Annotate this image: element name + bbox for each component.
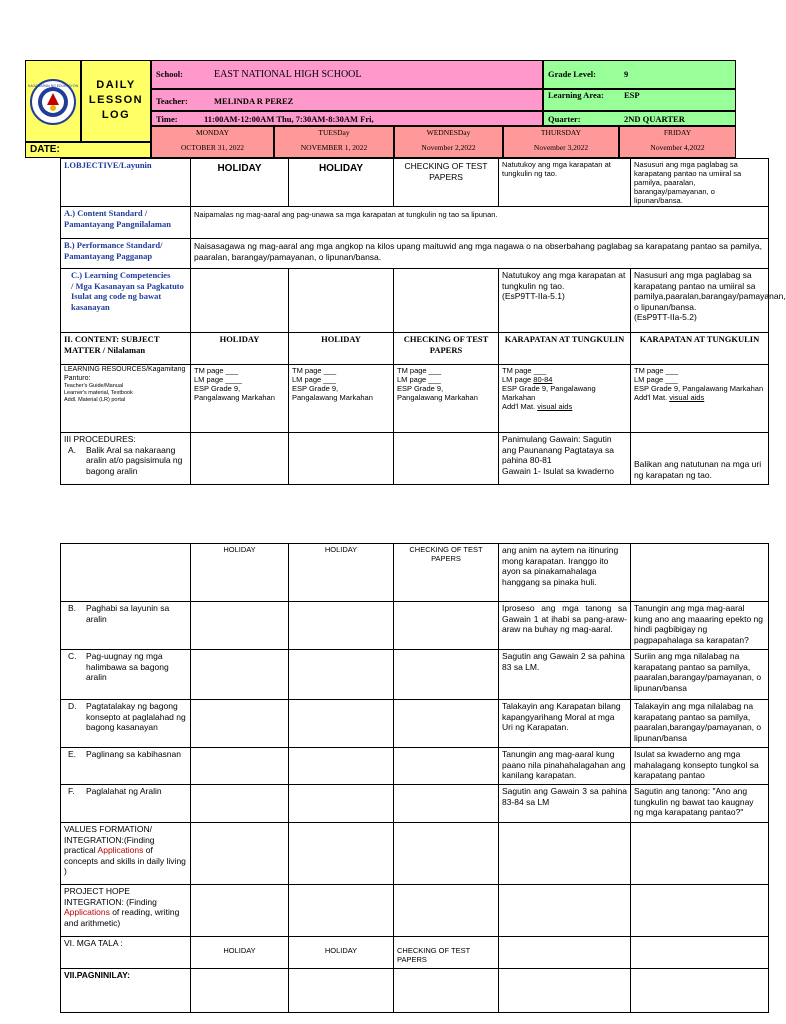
hope-thu: [499, 885, 631, 937]
procedure-a-text: Balik Aral sa nakaraang aralin at/o pagsisimula ng bagong aralin: [86, 444, 183, 476]
procedures-heading: III PROCEDURES:: [64, 434, 136, 444]
resources-tue: TM page ___ LM page ___ ESP Grade 9, Pangalawang Markahan: [289, 365, 394, 433]
objective-wed: CHECKING OF TEST PAPERS: [394, 159, 499, 207]
day-name: TUESDay: [318, 128, 350, 137]
performance-standard-label: B.) Performance Standard/ Pamantayang Pagganap: [61, 239, 191, 269]
resources-label: [61, 365, 191, 433]
procedure-row-c: [61, 650, 769, 700]
resources-wed: TM page ___ LM page ___ ESP Grade 9, Pangalawang Markahan: [394, 365, 499, 433]
school-name: EAST NATIONAL HIGH SCHOOL: [214, 69, 362, 80]
procedure-row-d: [61, 700, 769, 748]
competencies-tue: [289, 269, 394, 333]
row0-label: [61, 544, 191, 602]
project-hope-label: [61, 885, 191, 937]
content-thu: KARAPATAN AT TUNGKULIN: [499, 333, 631, 365]
resources-thu-lm-pages: 80-84: [533, 375, 553, 384]
procedure-letter: D.: [68, 701, 77, 711]
e-tue: [289, 748, 394, 785]
c-thu: Sagutin ang Gawain 2 sa pahina 83 sa LM.: [499, 650, 631, 700]
procedure-e-label: [61, 748, 191, 785]
pagninilay-label: VII.PAGNINILAY:: [61, 969, 191, 1013]
hope-mon: [191, 885, 289, 937]
row0-wed: CHECKING OF TEST PAPERS: [394, 544, 499, 602]
content-label: [61, 333, 191, 365]
values-fri: [631, 823, 769, 885]
c-fri: Suriin ang mga nilalabag na karapatang pantao sa pamilya, paaralan,barangay/pamayanan, o lipunan/bansa: [631, 650, 769, 700]
resources-thu-lm-label: LM page: [502, 375, 534, 384]
e-wed: [394, 748, 499, 785]
row0-mon: HOLIDAY: [191, 544, 289, 602]
quarter-row: [543, 111, 736, 126]
f-tue: [289, 785, 394, 823]
area-row: [543, 89, 736, 111]
title-line-lesson: LESSON: [88, 94, 144, 106]
procedure-d-text: Pagtatalakay ng bagong konsepto at paglalahad ng bagong kasanayan: [86, 701, 186, 732]
d-wed: [394, 700, 499, 748]
date-label: DATE:: [30, 144, 60, 155]
procedure-letter: A.: [68, 444, 77, 455]
procedure-letter: E.: [68, 749, 77, 759]
values-thu: [499, 823, 631, 885]
quarter-value: 2ND QUARTER: [624, 114, 685, 124]
values-formation-row: [61, 823, 769, 885]
resources-fri-grade: ESP Grade 9, Pangalawang Markahan: [634, 384, 764, 393]
content-mon: HOLIDAY: [191, 333, 289, 365]
pagninilay-wed: [394, 969, 499, 1013]
objective-row: [61, 159, 769, 207]
mga-tala-row: [61, 937, 769, 969]
competencies-wed: [394, 269, 499, 333]
objective-mon: HOLIDAY: [191, 159, 289, 207]
logo-box: [25, 60, 81, 142]
procedures-thu: Panimulang Gawain: Sagutin ang Paunanang Pagtataya sa pahina 80-81 Gawain 1- Isulat sa kwaderno: [499, 433, 631, 485]
performance-standard-row: [61, 239, 769, 269]
procedures-wed: [394, 433, 499, 485]
day-date: November 2,2022: [421, 143, 476, 152]
d-tue: [289, 700, 394, 748]
time-value: 11:00AM-12:00AM Thu, 7:30AM-8:30AM Fri,: [204, 114, 374, 124]
resources-fri-lm: LM page ___: [634, 375, 678, 384]
procedures-label: [61, 433, 191, 485]
hope-tue: [289, 885, 394, 937]
day-date: November 3,2022: [533, 143, 589, 152]
grade-value: 9: [624, 69, 629, 79]
area-value: ESP: [624, 90, 640, 100]
resources-thu-grade: ESP Grade 9, Pangalawang Markahan: [502, 384, 596, 402]
competencies-row: [61, 269, 769, 333]
e-mon: [191, 748, 289, 785]
school-label: School:: [156, 69, 183, 79]
values-formation-label: [61, 823, 191, 885]
content-tue: HOLIDAY: [289, 333, 394, 365]
day-col-friday: [619, 126, 736, 158]
row0-thu: ang anim na aytem na itinuring mong karapatan. Iranggo ito ayon sa pinakamahalaga hanggang sa pinaka huli.: [499, 544, 631, 602]
content-fri: KARAPATAN AT TUNGKULIN: [631, 333, 769, 365]
procedure-row-e: [61, 748, 769, 785]
time-label: Time:: [156, 114, 178, 124]
performance-standard-value: Naisasagawa ng mag-aaral ang mga angkop na kilos upang maituwid ang mga nagawa o na obserbahang paglabag sa karapatang pantao sa pamilya, paaralan, barangay/pamayanan, o lipunan/bansa.: [191, 239, 769, 269]
values-mon: [191, 823, 289, 885]
day-col-tuesday: [274, 126, 394, 158]
hope-fri: [631, 885, 769, 937]
procedure-d-label: [61, 700, 191, 748]
quarter-label: Quarter:: [548, 114, 581, 124]
procedure-f-label: [61, 785, 191, 823]
pagninilay-mon: [191, 969, 289, 1013]
day-name: WEDNESDay: [426, 128, 471, 137]
competencies-fri: Nasusuri ang mga paglabag sa karapatang pantao na umiiral sa pamilya,paaralan,barangay/pamayanan, o lipunan/bansa. (EsP9TT-IIa-5.2): [631, 269, 769, 333]
day-date: NOVEMBER 1, 2022: [300, 143, 368, 152]
procedure-c-label: [61, 650, 191, 700]
day-col-monday: [151, 126, 274, 158]
row0-tue: HOLIDAY: [289, 544, 394, 602]
hope-applications: Applications: [64, 907, 110, 917]
pagninilay-row: [61, 969, 769, 1013]
competencies-mon: [191, 269, 289, 333]
procedure-letter: C.: [68, 651, 77, 661]
d-thu: Talakayin ang Karapatan bilang kapangyarihang Moral at mga Uri ng Karapatan.: [499, 700, 631, 748]
day-col-wednesday: [394, 126, 503, 158]
f-fri: Sagutin ang tanong: "Ano ang tungkulin ng bawat tao kaugnay ng mga karapatang pantao?": [631, 785, 769, 823]
project-hope-row: [61, 885, 769, 937]
time-row: [151, 111, 543, 126]
day-col-thursday: [503, 126, 619, 158]
content-standard-value: Naipamalas ng mag-aaral ang pag-unawa sa mga karapatan at tungkulin ng tao sa lipunan.: [191, 207, 769, 239]
procedure-letter: F.: [68, 786, 75, 796]
resources-fri-tm: TM page ___: [634, 366, 679, 375]
procedure-row-b: [61, 602, 769, 650]
values-pre: VALUES FORMATION/ INTEGRATION:(Finding practical: [64, 824, 155, 855]
objective-tue: HOLIDAY: [289, 159, 394, 207]
b-wed: [394, 602, 499, 650]
procedure-b-text: Paghabi sa layunin sa aralin: [86, 603, 170, 624]
area-label: Learning Area:: [548, 90, 604, 100]
f-thu: Sagutin ang Gawain 3 sa pahina 83-84 sa LM: [499, 785, 631, 823]
grade-row: [543, 60, 736, 89]
day-name: MONDAY: [195, 128, 230, 137]
procedure-letter: B.: [68, 603, 77, 613]
hope-pre: PROJECT HOPE INTEGRATION: (Finding: [64, 886, 157, 907]
resources-thu: [499, 365, 631, 433]
resources-fri-visual-aids: visual aids: [669, 393, 705, 402]
teacher-name: MELINDA R PEREZ: [214, 96, 294, 106]
lesson-table-1: [60, 158, 786, 485]
e-thu: Tanungin ang mag-aaral kung paano nila pinahahalagahan ang kanilang karapatan.: [499, 748, 631, 785]
d-mon: [191, 700, 289, 748]
competencies-label: C.) Learning Competencies / Mga Kasanayan sa Pagkatuto Isulat ang code ng bawat kasanayan: [61, 269, 191, 333]
day-name: FRIDAY: [663, 128, 692, 137]
resources-thu-tm: TM page ___: [502, 366, 547, 375]
mga-tala-fri: [631, 937, 769, 969]
content-label-text: II. CONTENT: SUBJECT MATTER / Nilalaman: [64, 334, 160, 355]
values-post: of concepts and skills in daily living ): [64, 845, 186, 876]
b-thu: Iproseso ang mga tanong sa Gawain 1 at ihabi sa pang-araw-araw na buhay ng mag-aaral.: [499, 602, 631, 650]
day-date: OCTOBER 31, 2022: [181, 143, 244, 152]
procedure-continuation-row: [61, 544, 769, 602]
mga-tala-thu: [499, 937, 631, 969]
procedures-tue: [289, 433, 394, 485]
procedure-row-f: [61, 785, 769, 823]
resources-mon: TM page ___ LM page ____ ESP Grade 9, Pangalawang Markahan: [191, 365, 289, 433]
day-name: THURSDAY: [540, 128, 582, 137]
competencies-thu: Natutukoy ang mga karapatan at tungkulin ng tao. (EsP9TT-IIa-5.1): [499, 269, 631, 333]
b-mon: [191, 602, 289, 650]
d-fri: Talakayin ang mga nilalabag na karapatang pantao sa pamilya, paaralan,barangay/pamayanan, o lipunan/bansa: [631, 700, 769, 748]
grade-label: Grade Level:: [548, 69, 596, 79]
procedure-b-label: [61, 602, 191, 650]
procedure-c-text: Pag-uugnay ng mga halimbawa sa bagong aralin: [86, 651, 169, 682]
objective-fri: Nasusuri ang mga paglabag sa karapatang pantao na umiiral sa pamilya, paaralan, barangay/pamayanan, o lipunan/bansa.: [631, 159, 769, 207]
resources-thu-addl: Add'l Mat.: [502, 402, 538, 411]
objective-label: I.OBJECTIVE/Layunin: [61, 159, 191, 207]
pagninilay-thu: [499, 969, 631, 1013]
mga-tala-wed: CHECKING OF TEST PAPERS: [394, 937, 499, 969]
procedures-mon: [191, 433, 289, 485]
procedures-row: [61, 433, 769, 485]
content-standard-row: [61, 207, 769, 239]
deped-seal-icon: [29, 78, 77, 126]
resources-label-main: LEARNING RESOURCES/Kagamitang Panturo:: [64, 366, 186, 382]
resources-thu-visual-aids: visual aids: [537, 402, 573, 411]
content-standard-label: A.) Content Standard / Pamantayang Pangnilalaman: [61, 207, 191, 239]
procedure-e-text: Paglinang sa kabihasnan: [86, 749, 181, 759]
resources-label-sub: Teacher's Guide/Manual Learner's material, Textbook Addl. Material (LR) portal: [64, 383, 133, 403]
day-date: November 4,2022: [650, 143, 705, 152]
resources-fri: [631, 365, 769, 433]
values-wed: [394, 823, 499, 885]
procedures-fri: Balikan ang natutunan na mga uri ng karapatan ng tao.: [631, 433, 769, 485]
objective-thu: Natutukoy ang mga karapatan at tungkulin ng tao.: [499, 159, 631, 207]
row0-fri: [631, 544, 769, 602]
e-fri: Isulat sa kwaderno ang mga mahalagang konsepto tungkol sa karapatang pantao: [631, 748, 769, 785]
mga-tala-label: VI. MGA TALA :: [61, 937, 191, 969]
hope-wed: [394, 885, 499, 937]
hope-post: of reading, writing and arithmetic): [64, 907, 180, 928]
mga-tala-mon: HOLIDAY: [191, 937, 289, 969]
dll-title-box: [81, 60, 151, 142]
c-tue: [289, 650, 394, 700]
resources-fri-addl: Add'l Mat.: [634, 393, 670, 402]
b-fri: Tanungin ang mga mag-aaral kung ano ang maaaring epekto ng hindi pagbibigay ng pagpapahalaga sa karapatan?: [631, 602, 769, 650]
lesson-table-2: [60, 543, 769, 1013]
pagninilay-tue: [289, 969, 394, 1013]
procedure-f-text: Paglalahat ng Aralin: [86, 786, 162, 796]
teacher-label: Teacher:: [156, 96, 188, 106]
content-wed: CHECKING OF TEST PAPERS: [394, 333, 499, 365]
c-wed: [394, 650, 499, 700]
content-row: [61, 333, 769, 365]
seal-text: KAGAWARAN NG EDUKASYON: [27, 84, 79, 88]
f-mon: [191, 785, 289, 823]
date-label-box: [25, 142, 151, 158]
values-applications: Applications: [97, 845, 144, 855]
b-tue: [289, 602, 394, 650]
c-mon: [191, 650, 289, 700]
pagninilay-fri: [631, 969, 769, 1013]
school-row: [151, 60, 543, 89]
f-wed: [394, 785, 499, 823]
teacher-row: [151, 89, 543, 111]
values-tue: [289, 823, 394, 885]
resources-row: [61, 365, 769, 433]
title-line-log: LOG: [101, 109, 131, 121]
mga-tala-tue: HOLIDAY: [289, 937, 394, 969]
title-line-daily: DAILY: [96, 79, 136, 91]
